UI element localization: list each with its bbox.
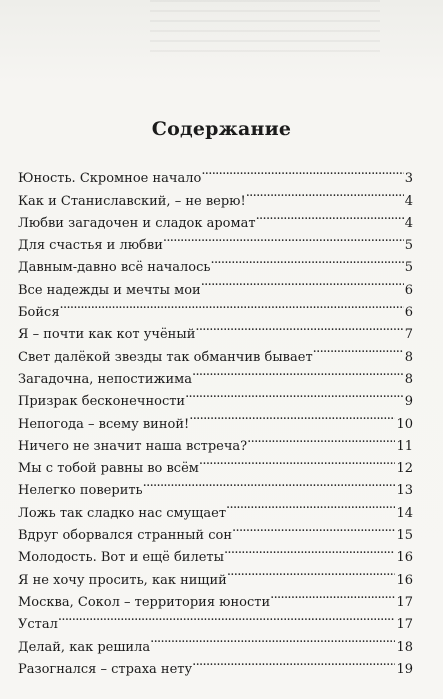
toc-entry-title: Ничего не значит наша встреча? bbox=[18, 438, 248, 454]
toc-entry-title: Бойся bbox=[18, 305, 60, 321]
dot-leader bbox=[313, 338, 404, 360]
table-of-contents bbox=[18, 160, 413, 677]
dot-leader bbox=[195, 316, 403, 338]
dot-leader bbox=[192, 651, 395, 673]
toc-entry-page-number: 19 bbox=[396, 661, 413, 677]
toc-entry-page-number: 8 bbox=[404, 349, 413, 365]
dot-leader bbox=[224, 539, 395, 561]
toc-entry-page-number: 3 bbox=[404, 171, 413, 187]
dot-leader bbox=[256, 205, 404, 227]
toc-entry-page-number: 4 bbox=[404, 193, 413, 209]
dot-leader bbox=[163, 227, 404, 249]
toc-entry-title: Я – почти как кот учёный bbox=[18, 327, 196, 343]
toc-entry-page-number: 8 bbox=[404, 371, 413, 387]
toc-entry-page-number: 5 bbox=[404, 238, 413, 254]
dot-leader bbox=[150, 628, 395, 650]
toc-entry-title: Разогнался – страха нету bbox=[18, 661, 193, 677]
toc-entry-title: Мы с тобой равны во всём bbox=[18, 461, 199, 477]
dot-leader bbox=[210, 249, 403, 271]
toc-entry bbox=[18, 160, 413, 187]
toc-entry-page-number: 11 bbox=[396, 438, 413, 454]
toc-entry-page-number: 17 bbox=[396, 617, 413, 633]
dot-leader bbox=[199, 450, 396, 472]
toc-entry-page-number: 12 bbox=[396, 461, 413, 477]
dot-leader bbox=[270, 584, 395, 606]
toc-entry-title: Нелегко поверить bbox=[18, 483, 143, 499]
dot-leader bbox=[143, 472, 396, 494]
dot-leader bbox=[58, 606, 396, 628]
toc-entry-page-number: 14 bbox=[396, 505, 413, 521]
toc-entry-page-number: 9 bbox=[404, 394, 413, 410]
dot-leader bbox=[247, 428, 395, 450]
toc-entry-title: Вдруг оборвался странный сон bbox=[18, 528, 233, 544]
toc-entry-page-number: 15 bbox=[396, 528, 413, 544]
toc-entry-page-number: 16 bbox=[396, 550, 413, 566]
toc-entry-page-number: 18 bbox=[396, 639, 413, 655]
toc-entry-title: Я не хочу просить, как нищий bbox=[18, 572, 227, 588]
toc-entry-title: Для счастья и любви bbox=[18, 238, 163, 254]
toc-entry-page-number: 6 bbox=[404, 282, 413, 298]
toc-entry bbox=[18, 316, 413, 343]
toc-entry-title: Загадочна, непостижима bbox=[18, 371, 192, 387]
toc-entry-page-number: 17 bbox=[396, 594, 413, 610]
toc-entry bbox=[18, 294, 413, 321]
dot-leader bbox=[185, 383, 404, 405]
toc-entry-page-number: 16 bbox=[396, 572, 413, 588]
dot-leader bbox=[201, 160, 403, 182]
toc-entry-title: Давным-давно всё началось bbox=[18, 260, 211, 276]
dot-leader bbox=[189, 405, 395, 427]
page-title: Содержание bbox=[151, 118, 292, 140]
toc-entry bbox=[18, 606, 413, 633]
toc-entry-title: Молодость. Вот и ещё билеты bbox=[18, 550, 224, 566]
show-through-text bbox=[150, 0, 380, 60]
toc-entry-title: Любви загадочен и сладок аромат bbox=[18, 215, 256, 231]
toc-entry-page-number: 4 bbox=[404, 215, 413, 231]
toc-entry-title: Ложь так сладко нас смущает bbox=[18, 505, 227, 521]
dot-leader bbox=[60, 294, 404, 316]
toc-entry-title: Как и Станиславский, – не верю! bbox=[18, 193, 246, 209]
toc-entry-title: Призрак бесконечности bbox=[18, 394, 186, 410]
toc-entry-title: Делай, как решила bbox=[18, 639, 151, 655]
dot-leader bbox=[232, 517, 395, 539]
toc-entry-title: Устал bbox=[18, 617, 58, 633]
dot-leader bbox=[192, 361, 404, 383]
dot-leader bbox=[226, 494, 395, 516]
toc-entry-title: Москва, Сокол – территория юности bbox=[18, 594, 271, 610]
toc-entry-title: Все надежды и мечты мои bbox=[18, 282, 201, 298]
toc-entry bbox=[18, 628, 413, 655]
toc-entry-page-number: 10 bbox=[396, 416, 413, 432]
toc-entry-page-number: 6 bbox=[404, 305, 413, 321]
toc-entry-title: Свет далёкой звезды так обманчив бывает bbox=[18, 349, 313, 365]
toc-entry-page-number: 5 bbox=[404, 260, 413, 276]
dot-leader bbox=[227, 561, 396, 583]
toc-entry-page-number: 7 bbox=[404, 327, 413, 343]
toc-entry-page-number: 13 bbox=[396, 483, 413, 499]
toc-entry-title: Непогода – всему виной! bbox=[18, 416, 190, 432]
toc-entry-title: Юность. Скромное начало bbox=[18, 171, 202, 187]
dot-leader bbox=[246, 182, 404, 204]
dot-leader bbox=[201, 271, 404, 293]
